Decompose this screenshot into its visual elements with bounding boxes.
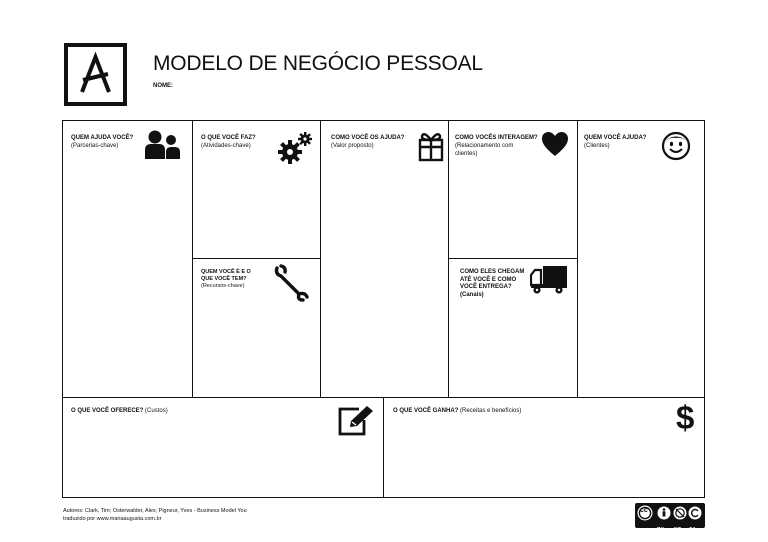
key-partners-label	[71, 134, 133, 150]
cost-structure-title: O QUE VOCÊ OFERECE?	[71, 408, 144, 414]
heart-icon	[541, 131, 569, 157]
revenue-streams-title: O QUE VOCÊ GANHA?	[393, 408, 459, 414]
business-model-canvas	[62, 120, 705, 498]
cc-tag-by: BY	[657, 527, 664, 533]
divider	[192, 121, 193, 397]
footer-credits	[63, 507, 247, 523]
footer-authors: Autores: Clark, Tim; Osterwalder, Alex; Pigneur, Yves - Business Model You	[63, 508, 247, 514]
key-resources-line-2: QUE VOCÊ TEM?	[201, 276, 247, 282]
channels-label	[460, 269, 524, 299]
key-activities-subtitle: (Atividades-chave)	[201, 143, 251, 149]
smiley-icon	[661, 131, 691, 161]
letter-a-logo-icon	[68, 47, 123, 102]
customer-relationships-title: COMO VOCÊS INTERAGEM?	[455, 135, 538, 141]
gears-icon	[277, 131, 313, 165]
creative-commons-label: cc	[640, 507, 648, 514]
key-resources-label	[201, 269, 251, 290]
gift-icon	[418, 130, 444, 162]
truck-icon	[530, 265, 568, 295]
customer-segments-subtitle: (Clientes)	[584, 143, 610, 149]
key-resources-subtitle: (Recursos-chave)	[201, 283, 245, 289]
dollar-icon: $	[676, 399, 695, 436]
channels-line-3: VOCÊ ENTREGA?	[460, 284, 512, 290]
people-icon	[144, 130, 181, 160]
channels-line-2: ATÉ VOCÊ E COMO	[460, 276, 517, 283]
edit-icon	[337, 405, 375, 437]
customer-segments-label	[584, 134, 646, 150]
key-activities-title: O QUE VOCÊ FAZ?	[201, 135, 256, 141]
key-resources-line-1: QUEM VOCÊ É E O	[201, 269, 251, 275]
key-partners-subtitle: (Parcerias-chave)	[71, 143, 119, 149]
channels-line-1: COMO ELES CHEGAM	[460, 269, 525, 275]
customer-relationships-subtitle-1: (Relacionamento com	[455, 143, 514, 149]
creative-commons-badge	[635, 503, 705, 533]
customer-segments-title: QUEM VOCÊ AJUDA?	[584, 135, 647, 141]
divider	[448, 258, 578, 259]
channels-subtitle: (Canais)	[460, 291, 484, 298]
cost-structure-subtitle: (Custos)	[145, 408, 168, 414]
cost-structure-label	[71, 407, 168, 415]
value-proposition-title: COMO VOCÊ OS AJUDA?	[331, 135, 405, 141]
key-activities-label	[201, 134, 256, 150]
logo	[64, 43, 127, 106]
cc-tag-sa: SA	[689, 527, 696, 533]
divider	[320, 121, 321, 397]
divider	[577, 121, 578, 397]
revenue-streams-subtitle: (Receitas e benefícios)	[460, 408, 522, 414]
customer-relationships-label	[455, 134, 538, 158]
wrench-icon	[273, 264, 309, 302]
customer-relationships-subtitle-2: clientes)	[455, 151, 478, 157]
value-proposition-label	[331, 134, 404, 150]
revenue-streams-label	[393, 407, 521, 415]
name-label: NOME:	[153, 83, 173, 89]
value-proposition-subtitle: (Valor proposto)	[331, 143, 374, 149]
divider	[192, 258, 321, 259]
page-title: MODELO DE NEGÓCIO PESSOAL	[153, 52, 483, 75]
cc-tag-nc: NC	[674, 527, 682, 533]
key-partners-title: QUEM AJUDA VOCÊ?	[71, 135, 134, 141]
divider	[383, 397, 384, 497]
footer-translation: traduzido por www.mariaaugusta.com.br	[63, 516, 162, 522]
divider	[448, 121, 449, 397]
